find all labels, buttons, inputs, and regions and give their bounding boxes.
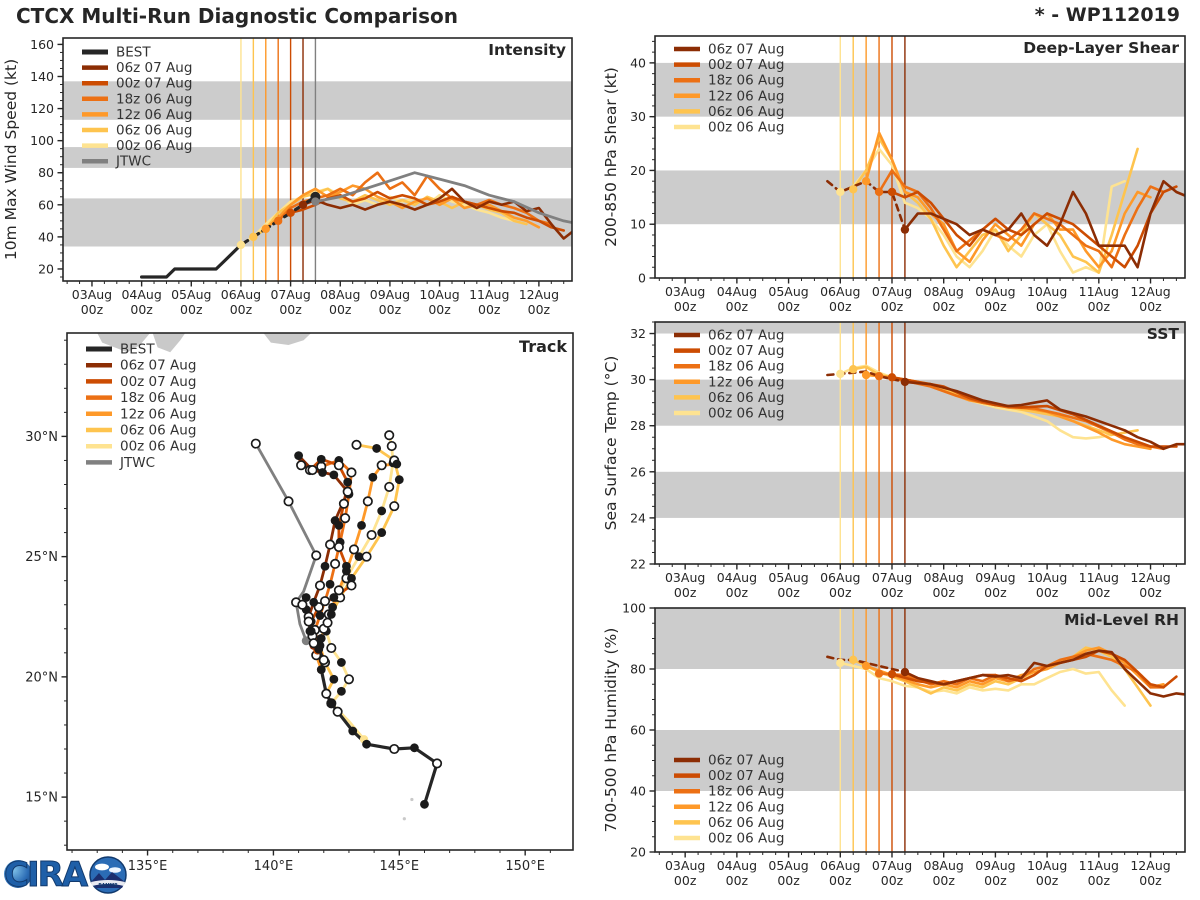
svg-text:00z 06 Aug: 00z 06 Aug <box>120 438 197 455</box>
svg-text:60: 60 <box>630 722 646 738</box>
track-legend <box>86 342 196 471</box>
svg-text:80: 80 <box>38 165 54 181</box>
svg-text:00z: 00z <box>478 302 501 317</box>
svg-text:BEST: BEST <box>120 341 155 358</box>
svg-text:00z: 00z <box>880 585 904 600</box>
svg-text:03Aug: 03Aug <box>664 284 706 299</box>
svg-text:00z: 00z <box>229 302 253 317</box>
svg-text:20: 20 <box>630 844 646 860</box>
svg-text:06Aug: 06Aug <box>820 858 861 873</box>
svg-text:00z: 00z <box>984 585 1007 600</box>
svg-text:18z 06 Aug: 18z 06 Aug <box>708 358 785 375</box>
svg-text:05Aug: 05Aug <box>171 287 212 302</box>
svg-text:SST: SST <box>1146 325 1179 343</box>
svg-text:00z: 00z <box>880 873 904 888</box>
svg-text:00z: 00z <box>725 585 749 600</box>
svg-text:12z 06 Aug: 12z 06 Aug <box>120 406 197 423</box>
svg-text:00z: 00z <box>673 299 697 314</box>
svg-text:06z 06 Aug: 06z 06 Aug <box>708 389 785 406</box>
intensity-panel <box>2 37 576 317</box>
svg-text:25°N: 25°N <box>25 550 58 566</box>
svg-text:28: 28 <box>630 418 646 434</box>
svg-text:03Aug: 03Aug <box>664 858 706 873</box>
svg-text:00z 07 Aug: 00z 07 Aug <box>708 57 785 74</box>
svg-text:18z 06 Aug: 18z 06 Aug <box>708 783 785 800</box>
svg-text:06z 06 Aug: 06z 06 Aug <box>708 814 785 831</box>
svg-text:04Aug: 04Aug <box>716 284 758 299</box>
svg-text:05Aug: 05Aug <box>768 858 809 873</box>
svg-text:09Aug: 09Aug <box>975 570 1016 585</box>
svg-text:00z: 00z <box>1087 299 1111 314</box>
svg-text:00z: 00z <box>932 299 955 314</box>
svg-text:00z 06 Aug: 00z 06 Aug <box>116 138 193 155</box>
svg-text:06z 07 Aug: 06z 07 Aug <box>708 752 785 769</box>
svg-text:07Aug: 07Aug <box>871 284 913 299</box>
svg-text:18z 06 Aug: 18z 06 Aug <box>708 72 785 89</box>
svg-text:12z 06 Aug: 12z 06 Aug <box>708 799 785 816</box>
svg-text:00z: 00z <box>777 873 800 888</box>
svg-text:00z: 00z <box>932 585 955 600</box>
svg-text:06z 06 Aug: 06z 06 Aug <box>116 122 193 139</box>
page-title: CTCX Multi-Run Diagnostic Comparison <box>16 4 458 28</box>
svg-text:JTWC: JTWC <box>116 153 152 170</box>
svg-text:135°E: 135°E <box>127 859 168 874</box>
svg-text:03Aug: 03Aug <box>71 287 113 302</box>
svg-text:00z: 00z <box>984 299 1007 314</box>
svg-text:15°N: 15°N <box>25 790 58 806</box>
svg-text:80: 80 <box>630 661 646 677</box>
svg-text:07Aug: 07Aug <box>270 287 311 302</box>
svg-text:00z: 00z <box>932 873 955 888</box>
svg-text:JTWC: JTWC <box>120 454 156 471</box>
svg-text:10: 10 <box>630 216 646 232</box>
svg-text:20°N: 20°N <box>25 670 58 686</box>
svg-text:00z: 00z <box>1035 299 1059 314</box>
svg-text:18z 06 Aug: 18z 06 Aug <box>116 91 193 108</box>
land-mass <box>263 333 311 345</box>
svg-text:00z: 00z <box>984 873 1007 888</box>
svg-text:00z: 00z <box>329 302 352 317</box>
cira-logo-text: CIRA <box>4 855 87 895</box>
rammb-logo-text: RAMMB <box>98 883 118 889</box>
svg-text:Mid-Level RH: Mid-Level RH <box>1064 611 1179 629</box>
svg-text:00z: 00z <box>829 585 852 600</box>
svg-text:145°E: 145°E <box>379 859 420 874</box>
svg-text:11Aug: 11Aug <box>1078 858 1119 873</box>
svg-text:00z 06 Aug: 00z 06 Aug <box>708 830 785 847</box>
svg-text:100: 100 <box>622 600 646 616</box>
svg-text:40: 40 <box>38 229 54 245</box>
svg-text:140: 140 <box>30 68 54 84</box>
svg-text:07Aug: 07Aug <box>871 570 913 585</box>
svg-text:0: 0 <box>638 270 646 286</box>
svg-text:00z: 00z <box>829 299 852 314</box>
svg-text:11Aug: 11Aug <box>1078 570 1119 585</box>
svg-text:00z: 00z <box>279 302 302 317</box>
svg-text:200-850 hPa Shear (kt): 200-850 hPa Shear (kt) <box>602 67 620 247</box>
svg-text:08Aug: 08Aug <box>923 284 964 299</box>
shear-panel <box>602 36 1189 314</box>
svg-text:00z: 00z <box>777 299 800 314</box>
svg-text:00z 07 Aug: 00z 07 Aug <box>116 75 193 92</box>
svg-text:24: 24 <box>630 510 646 526</box>
svg-text:40: 40 <box>630 55 646 71</box>
svg-text:10Aug: 10Aug <box>1026 858 1068 873</box>
svg-text:11Aug: 11Aug <box>1078 284 1119 299</box>
svg-text:150°E: 150°E <box>505 859 545 874</box>
svg-text:140°E: 140°E <box>253 859 294 874</box>
svg-text:00z 07 Aug: 00z 07 Aug <box>708 768 785 785</box>
svg-text:10Aug: 10Aug <box>1026 284 1068 299</box>
svg-text:BEST: BEST <box>116 44 151 61</box>
svg-text:06Aug: 06Aug <box>220 287 262 302</box>
svg-text:00z: 00z <box>829 873 852 888</box>
svg-text:00z: 00z <box>777 585 800 600</box>
svg-text:00z: 00z <box>180 302 203 317</box>
svg-text:06Aug: 06Aug <box>820 284 861 299</box>
storm-id-label: * - WP112019 <box>1034 4 1180 26</box>
svg-text:10Aug: 10Aug <box>1026 570 1068 585</box>
svg-text:00z: 00z <box>428 302 451 317</box>
svg-text:06z 06 Aug: 06z 06 Aug <box>708 103 785 120</box>
svg-text:30°N: 30°N <box>25 429 58 445</box>
svg-text:00z: 00z <box>527 302 551 317</box>
svg-text:07Aug: 07Aug <box>871 858 913 873</box>
svg-text:Deep-Layer Shear: Deep-Layer Shear <box>1023 39 1179 57</box>
svg-text:00z: 00z <box>1035 585 1059 600</box>
svg-text:Sea Surface Temp (°C): Sea Surface Temp (°C) <box>602 355 620 531</box>
svg-text:06Aug: 06Aug <box>820 570 861 585</box>
rammb-logo-icon <box>88 855 128 895</box>
svg-text:04Aug: 04Aug <box>716 858 758 873</box>
svg-text:10Aug: 10Aug <box>419 287 460 302</box>
svg-text:30: 30 <box>630 372 646 388</box>
svg-text:03Aug: 03Aug <box>664 570 706 585</box>
svg-text:26: 26 <box>630 464 646 480</box>
svg-text:22: 22 <box>630 556 646 572</box>
svg-text:00z: 00z <box>1087 585 1111 600</box>
svg-text:18z 06 Aug: 18z 06 Aug <box>120 390 197 407</box>
svg-text:100: 100 <box>30 133 54 149</box>
svg-text:60: 60 <box>38 197 54 213</box>
svg-text:10m Max Wind Speed (kt): 10m Max Wind Speed (kt) <box>2 58 20 261</box>
svg-text:Intensity: Intensity <box>488 41 566 59</box>
svg-text:06z 06 Aug: 06z 06 Aug <box>120 422 197 439</box>
svg-text:09Aug: 09Aug <box>975 858 1016 873</box>
svg-text:12Aug: 12Aug <box>1130 284 1171 299</box>
svg-text:20: 20 <box>38 261 54 277</box>
cira-rammb-logo <box>4 853 128 897</box>
svg-text:05Aug: 05Aug <box>768 570 809 585</box>
svg-text:08Aug: 08Aug <box>923 570 964 585</box>
svg-text:00z: 00z <box>673 585 697 600</box>
svg-text:00z: 00z <box>1035 873 1059 888</box>
svg-text:160: 160 <box>30 36 54 52</box>
svg-text:12Aug: 12Aug <box>1130 570 1171 585</box>
svg-text:120: 120 <box>30 101 54 117</box>
svg-text:05Aug: 05Aug <box>768 284 809 299</box>
svg-text:20: 20 <box>630 162 646 178</box>
svg-text:00z: 00z <box>1139 585 1162 600</box>
svg-text:12z 06 Aug: 12z 06 Aug <box>708 88 785 105</box>
svg-text:11Aug: 11Aug <box>469 287 510 302</box>
svg-text:00z: 00z <box>378 302 402 317</box>
svg-text:00z: 00z <box>1139 873 1162 888</box>
svg-text:09Aug: 09Aug <box>369 287 411 302</box>
svg-text:00z 06 Aug: 00z 06 Aug <box>708 405 785 422</box>
svg-text:00z 06 Aug: 00z 06 Aug <box>708 119 785 136</box>
rh-panel <box>602 601 1189 889</box>
svg-text:12z 06 Aug: 12z 06 Aug <box>708 374 785 391</box>
svg-text:12z 06 Aug: 12z 06 Aug <box>116 106 193 123</box>
svg-text:32: 32 <box>630 326 646 342</box>
land-mass <box>153 333 186 352</box>
svg-text:00z 07 Aug: 00z 07 Aug <box>708 343 785 360</box>
svg-text:Track: Track <box>519 337 567 356</box>
svg-text:12Aug: 12Aug <box>518 287 560 302</box>
svg-text:08Aug: 08Aug <box>923 858 964 873</box>
svg-text:30: 30 <box>630 109 646 125</box>
svg-text:06z 07 Aug: 06z 07 Aug <box>708 41 785 58</box>
svg-text:00z: 00z <box>725 299 749 314</box>
svg-text:00z 07 Aug: 00z 07 Aug <box>120 373 197 390</box>
svg-text:00z: 00z <box>725 873 749 888</box>
svg-text:04Aug: 04Aug <box>716 570 758 585</box>
svg-text:09Aug: 09Aug <box>975 284 1016 299</box>
svg-text:00z: 00z <box>80 302 104 317</box>
svg-text:04Aug: 04Aug <box>121 287 162 302</box>
svg-text:00z: 00z <box>673 873 697 888</box>
cira-logo <box>4 853 86 897</box>
svg-text:700-500 hPa Humidity (%): 700-500 hPa Humidity (%) <box>602 627 620 833</box>
svg-text:00z: 00z <box>1087 873 1111 888</box>
sst-panel <box>602 322 1189 600</box>
track-panel <box>25 333 573 874</box>
svg-text:00z: 00z <box>130 302 153 317</box>
svg-text:06z 07 Aug: 06z 07 Aug <box>708 327 785 344</box>
svg-text:40: 40 <box>630 783 646 799</box>
svg-text:08Aug: 08Aug <box>320 287 361 302</box>
svg-text:00z: 00z <box>1139 299 1162 314</box>
svg-text:12Aug: 12Aug <box>1130 858 1171 873</box>
svg-text:06z 07 Aug: 06z 07 Aug <box>116 60 193 77</box>
svg-text:06z 07 Aug: 06z 07 Aug <box>120 357 197 374</box>
svg-text:00z: 00z <box>880 299 904 314</box>
